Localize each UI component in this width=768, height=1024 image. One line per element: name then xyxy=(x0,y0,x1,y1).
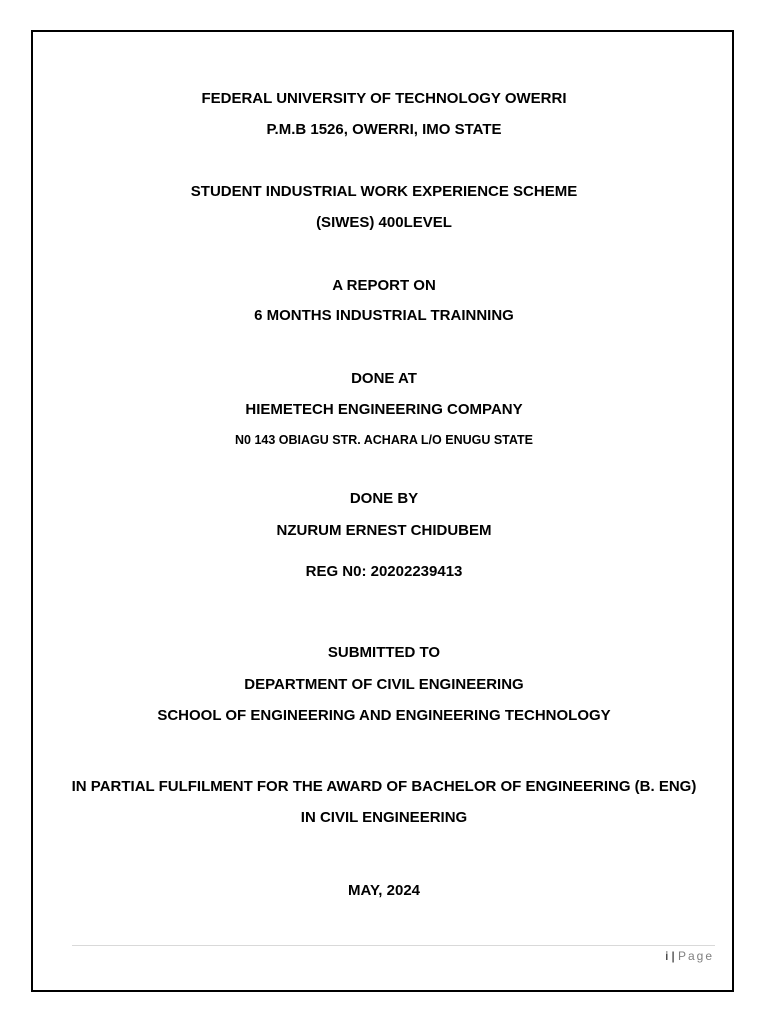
submission-date: MAY, 2024 xyxy=(348,882,420,899)
done-by-label: DONE BY xyxy=(349,490,419,507)
page-separator: | xyxy=(671,949,675,963)
fulfilment-discipline: IN CIVIL ENGINEERING xyxy=(300,809,468,826)
scheme-level: (SIWES) 400LEVEL xyxy=(316,214,452,231)
company-name: HIEMETECH ENGINEERING COMPANY xyxy=(245,401,523,418)
footer-divider xyxy=(72,945,715,946)
page-footer xyxy=(665,948,714,964)
fulfilment-statement: IN PARTIAL FULFILMENT FOR THE AWARD OF BACHELOR OF ENGINEERING (B. ENG) xyxy=(71,778,697,795)
scheme-title: STUDENT INDUSTRIAL WORK EXPERIENCE SCHEME xyxy=(190,183,578,200)
company-address: N0 143 OBIAGU STR. ACHARA L/O ENUGU STATE xyxy=(235,433,533,447)
student-name: NZURUM ERNEST CHIDUBEM xyxy=(276,522,492,539)
university-address: P.M.B 1526, OWERRI, IMO STATE xyxy=(266,121,502,138)
done-at-label: DONE AT xyxy=(351,370,417,387)
page-number: i xyxy=(665,949,669,963)
school-name: SCHOOL OF ENGINEERING AND ENGINEERING TECHNOLOGY xyxy=(157,707,611,724)
page-border xyxy=(31,30,734,992)
department-name: DEPARTMENT OF CIVIL ENGINEERING xyxy=(244,676,524,693)
university-name: FEDERAL UNIVERSITY OF TECHNOLOGY OWERRI xyxy=(201,90,567,107)
registration-number: REG N0: 20202239413 xyxy=(305,563,463,580)
report-heading: A REPORT ON xyxy=(332,277,436,294)
submitted-to-label: SUBMITTED TO xyxy=(327,644,441,661)
report-subject: 6 MONTHS INDUSTRIAL TRAINNING xyxy=(254,307,514,324)
page-word: Page xyxy=(677,949,714,963)
